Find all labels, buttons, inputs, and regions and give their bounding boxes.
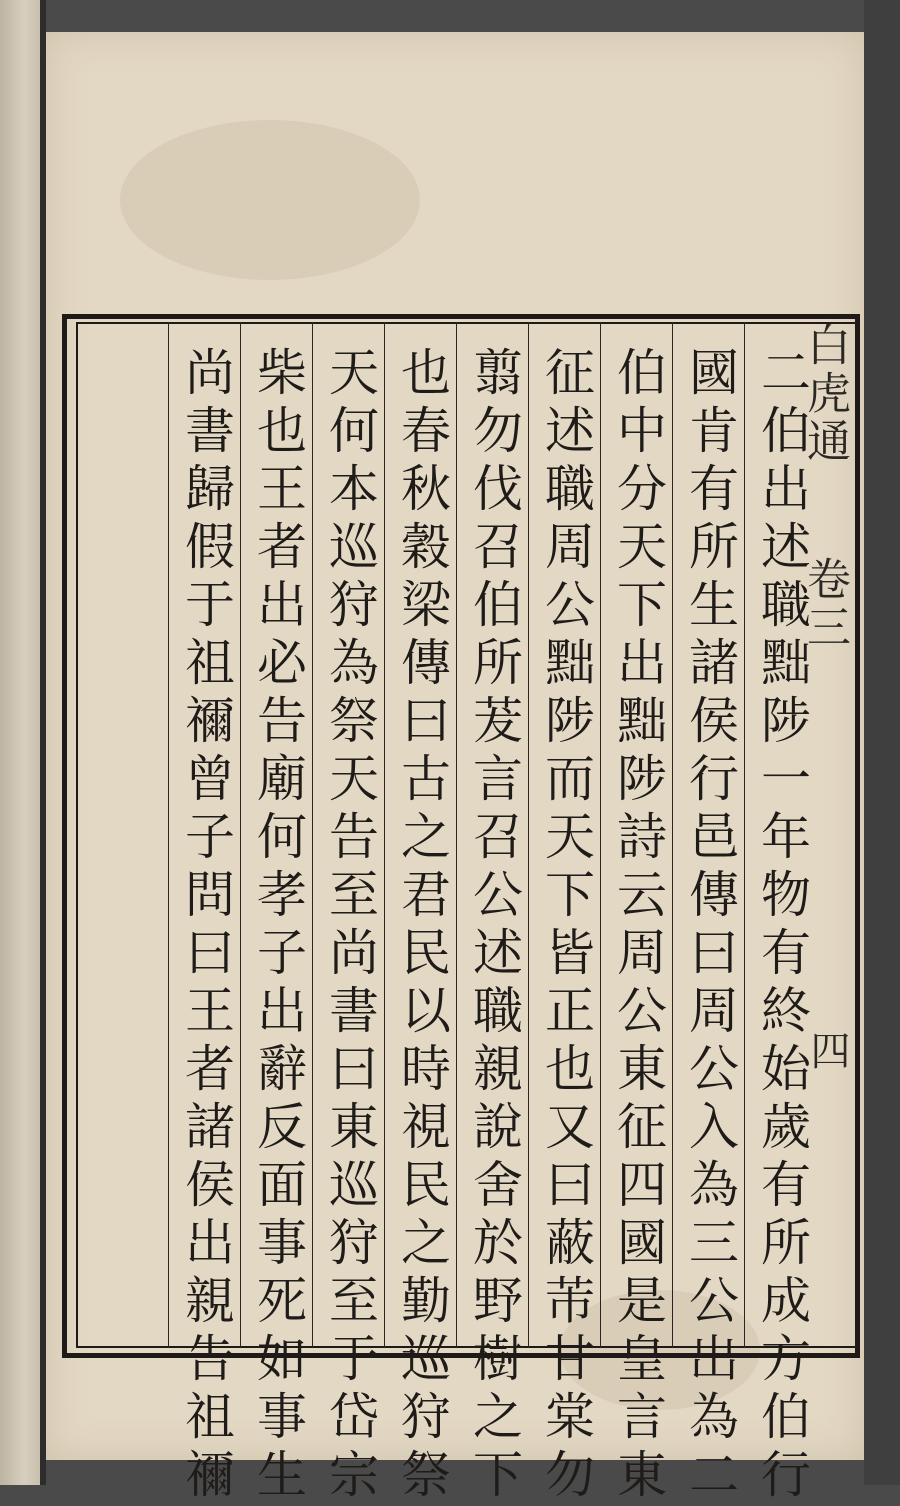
text-column-8: 柴也王者出必告廟何孝子出辭反面事死如事生 (249, 346, 307, 1506)
text-column-9: 尚書歸假于祖禰曾子問曰王者諸侯出親告祖禰 (177, 346, 235, 1506)
column-rule (312, 322, 313, 1348)
background-edge (864, 0, 900, 1485)
column-rule (168, 322, 169, 1348)
text-column-6: 也春秋穀梁傳曰古之君民以時視民之勤巡狩祭 (393, 346, 451, 1506)
book-title: 白虎通 (799, 322, 850, 466)
text-column-7: 天何本巡狩為祭天告至尚書曰東巡狩至于岱宗 (321, 346, 379, 1506)
column-rule (600, 322, 601, 1348)
column-rule (384, 322, 385, 1348)
text-column-2: 國肯有所生諸侯行邑傳曰周公入為三公出為二 (681, 346, 739, 1506)
facing-page-edge (0, 0, 40, 1485)
column-rule (240, 322, 241, 1348)
chapter-label: 卷三 (799, 556, 850, 652)
column-rule (672, 322, 673, 1348)
folio-number: 四 (804, 1030, 850, 1070)
text-column-3: 伯中分天下出黜陟詩云周公東征四國是皇言東 (609, 346, 667, 1506)
text-column-5: 翦勿伐召伯所茇言召公述職親說舍於野樹之下 (465, 346, 523, 1506)
column-rule (528, 322, 529, 1348)
text-column-1: 二伯出述職黜陟一年物有終始歲有所成方伯行 (753, 346, 811, 1506)
column-rule (744, 322, 745, 1348)
column-rule (456, 322, 457, 1348)
paper-stain (120, 120, 420, 280)
text-column-4: 征述職周公黜陟而天下皆正也又曰蔽芾甘棠勿 (537, 346, 595, 1506)
